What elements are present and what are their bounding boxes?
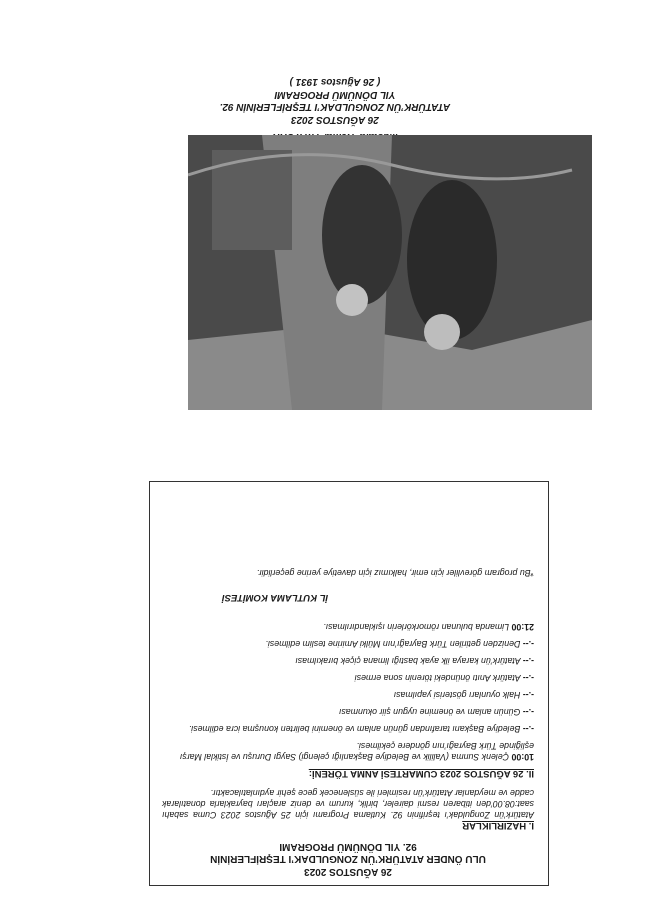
item-text: Günün anlam ve önemine uygun şiir okunması xyxy=(338,707,521,718)
section-preparations-text: Atatürk’ün Zonguldak’ı teşrifinin 92. Kutlama Programı için 25 Ağustos 2023 Cuma sabahı saat:08.00’den itibaren resmi daireler, birlik, kurum ve deniz araçları bayraklarla donatılarak cadde ve meydanlar Atatürk’ün resimleri ile süslenecek gece şehir aydınlatılacaktır. xyxy=(162,788,534,821)
item-text: Denizden getirilen Türk Bayrağı’nın Mülki Amirine teslim edilmesi. xyxy=(265,639,521,650)
program-item xyxy=(162,639,534,650)
title-line: ATATÜRK’ÜN ZONGULDAK’I TEŞRİFLERİNİN 92. xyxy=(219,101,451,113)
bottom-page xyxy=(149,481,549,886)
committee-signature: İL KUTLAMA KOMİTESİ xyxy=(222,592,329,604)
program-heading xyxy=(162,840,534,878)
item-time: 21:00 xyxy=(511,622,534,633)
top-page-content xyxy=(40,20,630,420)
item-time: -.-- xyxy=(522,707,534,718)
item-time: -.-- xyxy=(522,690,534,701)
program-item xyxy=(162,673,534,684)
program-title xyxy=(40,75,630,125)
section-preparations-title: I. HAZIRLIKLAR xyxy=(462,820,534,832)
program-item xyxy=(162,724,534,735)
title-line: YIL DÖNÜMÜ PROGRAMI xyxy=(274,89,396,100)
item-text: Çelenk Sunma (Valilik ve Belediye Başkanlığı çelengi) Saygı Duruşu ve İstiklal Marşı eşliğinde Türk Bayrağı’nın göndere çekilmesi. xyxy=(179,741,534,763)
section-ceremony-title: II. 26 AĞUSTOS 2023 CUMARTESİ ANMA TÖRENİ: xyxy=(308,768,534,780)
heading-line: ULU ÖNDER ATATÜRK’ÜN ZONGULDAK’I TEŞRİFLERİNİN xyxy=(210,853,486,865)
item-text: Halk oyunları gösterisi yapılması xyxy=(393,690,521,701)
program-item xyxy=(162,656,534,667)
photo-icon xyxy=(188,135,592,410)
title-line: 26 AĞUSTOS 2023 xyxy=(291,114,379,125)
item-text: Atatürk Anıtı önündeki törenin sona ermesi xyxy=(354,673,521,684)
program-item xyxy=(162,622,534,633)
footnote: *Bu program görevliler için emir, halkımız için davetiye yerine geçerlidir. xyxy=(256,568,534,579)
program-item xyxy=(162,741,534,763)
item-text: Atatürk’ün karaya ilk ayak bastığı limana çiçek bırakılması xyxy=(295,656,521,667)
item-time: -.-- xyxy=(522,639,534,650)
item-text: Belediye Başkanı tarafından günün anlam ve önemini belirten konuşma icra edilmesi. xyxy=(188,724,521,735)
heading-line: 92. YIL DÖNÜMÜ PROGRAMI xyxy=(279,841,417,852)
item-time: -.-- xyxy=(522,656,534,667)
historical-photo xyxy=(188,135,592,410)
title-line: ( 26 Ağustos 1931 ) xyxy=(289,76,381,88)
top-page xyxy=(0,0,670,440)
item-time: -.-- xyxy=(522,673,534,684)
program-sheet xyxy=(148,480,548,885)
heading-line: 26 AĞUSTOS 2023 xyxy=(304,866,392,877)
program-item xyxy=(162,690,534,701)
item-time: -.-- xyxy=(522,724,534,735)
item-text: Limanda bulunan römorkörlerin ışıklandırılması. xyxy=(323,622,510,633)
item-time: 10:00 xyxy=(511,752,534,763)
program-item xyxy=(162,707,534,718)
